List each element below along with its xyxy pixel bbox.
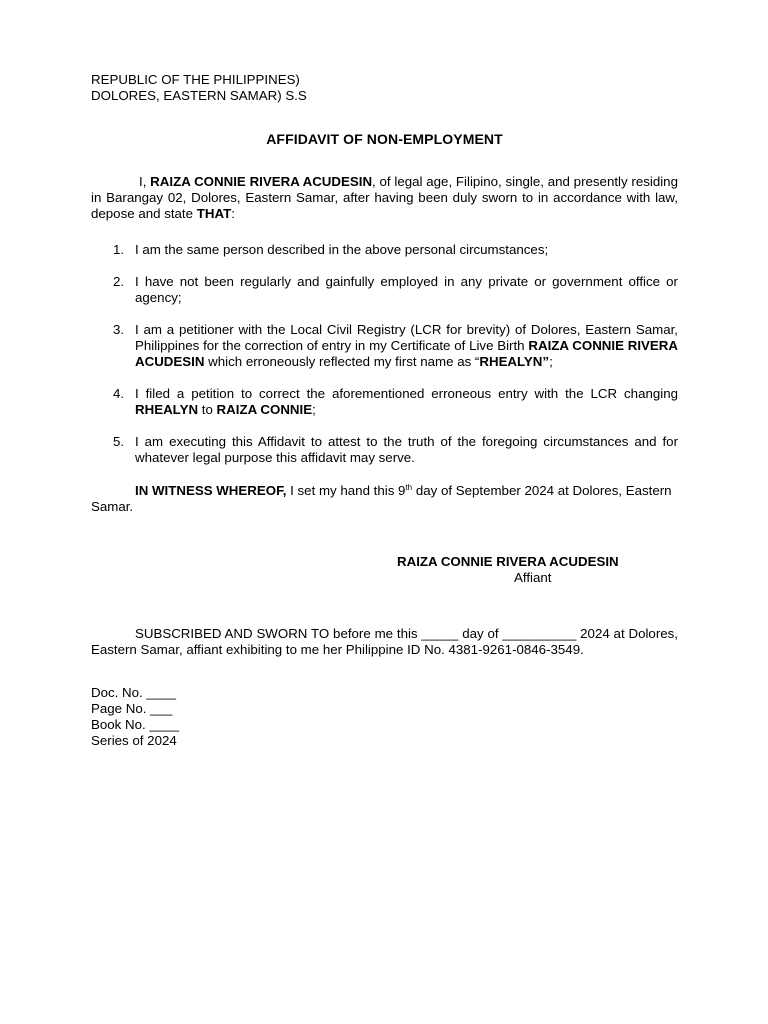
statement-item xyxy=(91,386,678,418)
statement-text: ; xyxy=(549,354,553,369)
notarial-register xyxy=(91,685,678,749)
statement-text: to xyxy=(198,402,217,417)
venue-header xyxy=(91,72,678,104)
statement-number: 5. xyxy=(113,434,125,449)
statement-number: 1. xyxy=(113,242,125,257)
signatory-role: Affiant xyxy=(514,570,552,585)
statement-text: I am a petitioner with the Local Civil Registry (LCR for brevity) of Dolores, Eastern Samar, Philippines for the correction of entry in my Certificate of Live Birth xyxy=(135,322,678,353)
intro-prefix: I, xyxy=(139,174,151,189)
statement-item xyxy=(91,242,678,258)
intro-body: , of legal age, Filipino, single, and presently residing in Barangay 02, Dolores, Eastern Samar, after having been duly sworn to in accordance with law, depose and state xyxy=(91,174,678,221)
statement-bold-old-name: RHEALYN xyxy=(135,402,199,417)
statement-bold-erroneous-name: RHEALYN” xyxy=(479,354,550,369)
ordinal-suffix: th xyxy=(405,483,413,492)
book-number: Book No. ____ xyxy=(91,717,179,732)
intro-colon: : xyxy=(231,206,235,221)
witness-lead: IN WITNESS WHEREOF, xyxy=(135,483,287,498)
statement-text: I filed a petition to correct the aforementioned erroneous entry with the LCR changing xyxy=(135,386,678,401)
statement-number: 4. xyxy=(113,386,125,401)
affiant-name: RAIZA CONNIE RIVERA ACUDESIN xyxy=(150,174,373,189)
statement-number: 2. xyxy=(113,274,125,289)
doc-number: Doc. No. ____ xyxy=(91,685,177,700)
document-title: AFFIDAVIT OF NON-EMPLOYMENT xyxy=(266,131,503,147)
witness-paragraph xyxy=(91,483,678,515)
statement-number: 3. xyxy=(113,322,125,337)
witness-text: day of September 2024 at Dolores, Eastern Samar. xyxy=(91,483,672,514)
statement-item xyxy=(91,322,678,370)
signature-block xyxy=(91,554,678,587)
statements-list xyxy=(91,242,678,466)
intro-paragraph xyxy=(91,174,678,222)
statement-text: ; xyxy=(312,402,316,417)
page-number: Page No. ___ xyxy=(91,701,173,716)
signatory-name: RAIZA CONNIE RIVERA ACUDESIN xyxy=(397,554,619,569)
statement-text: I am executing this Affidavit to attest to the truth of the foregoing circumstances and for whatever legal purpose this affidavit may serve. xyxy=(135,434,678,465)
statement-text: I am the same person described in the above personal circumstances; xyxy=(135,242,549,257)
affidavit-document xyxy=(91,72,678,749)
statement-item xyxy=(91,434,678,466)
statement-text: which erroneously reflected my first name as “ xyxy=(204,354,480,369)
statement-item xyxy=(91,274,678,306)
venue-line-republic: REPUBLIC OF THE PHILIPPINES) xyxy=(91,72,300,87)
witness-text: I set my hand this 9 xyxy=(286,483,406,498)
series-year: Series of 2024 xyxy=(91,733,177,748)
venue-line-municipality: DOLORES, EASTERN SAMAR) S.S xyxy=(91,88,307,103)
statement-text: I have not been regularly and gainfully employed in any private or government office or agency; xyxy=(135,274,678,305)
statement-bold-name: RAIZA CONNIE RIVERA ACUDESIN xyxy=(135,338,678,369)
intro-that: THAT xyxy=(196,206,232,221)
statement-bold-new-name: RAIZA CONNIE xyxy=(216,402,313,417)
jurat-paragraph: SUBSCRIBED AND SWORN TO before me this _____ day of __________ 2024 at Dolores, Eastern Samar, affiant exhibiting to me her Philippine ID No. 4381-9261-0846-3549. xyxy=(91,626,678,657)
